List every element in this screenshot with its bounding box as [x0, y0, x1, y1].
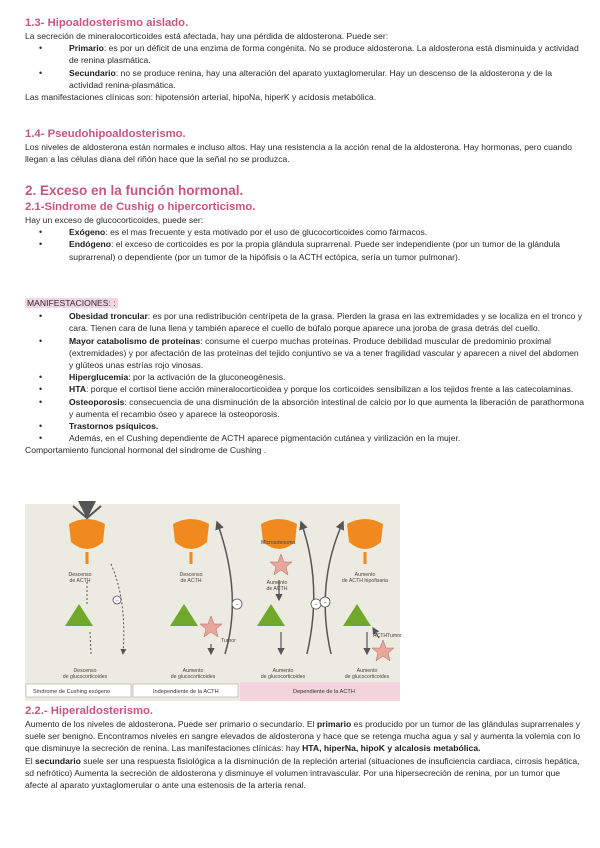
manifestaciones-label: MANIFESTACIONES: : — [27, 298, 116, 308]
panel-ectopico — [320, 519, 402, 680]
manifestaciones-section — [25, 297, 585, 457]
panel-independiente — [170, 519, 242, 680]
section-2-2-p1: Aumento de los niveles de aldosterona. Puede ser primario o secundario. El primario es producido por un tumor de las glándulas suprarrenales y suele ser benigno. Encontramos niveles en sangre elevados de aldosterona y hace que se retenga mucha agua y sal y aumenta la volemia con lo que disminuye la secreción de renina. Las manifestaciones clínicas: hay HTA, hiperNa, hipoK y alcalosis metabólica. — [25, 719, 581, 754]
svg-text:Aumento: Aumento — [354, 572, 376, 578]
section-1-3-title: 1.3- Hipoaldosterismo aislado. — [25, 17, 189, 29]
list-item: • Exógeno: es el mas frecuente y esta motivado por el uso de glucocorticoides como fármacos. — [25, 226, 585, 238]
svg-text:Tumor: Tumor — [387, 633, 402, 639]
svg-text:Descenso: Descenso — [73, 668, 97, 674]
list-item: • Mayor catabolismo de proteínas: consume el cuerpo muchas proteínas. Produce debilidad muscular de predominio proximal (extremidades) y por afectación de las proteínas del tejido conjuntivo se va a tener fragilidad vascular y aparecen a nivel del abdomen y glúteos unas estrías rojo vinosas. — [25, 335, 585, 372]
svg-text:de glucocorticoides: de glucocorticoides — [170, 674, 216, 680]
svg-text:Aumento: Aumento — [182, 668, 204, 674]
list-item: • Secundario: no se produce renina, hay una alteración del aparato yuxtaglomerular. Hay un descenso de la aldosterona y de la actividad renina-plasmática. — [25, 67, 585, 91]
section-2-1-list — [25, 226, 585, 263]
panel-exogeno — [63, 504, 131, 680]
svg-text:Independiente de la ACTH: Independiente de la ACTH — [153, 689, 219, 695]
svg-text:ACTH: ACTH — [373, 633, 388, 639]
section-2 — [25, 183, 585, 263]
adrenal-shape — [65, 604, 93, 626]
svg-text:Aumento: Aumento — [272, 668, 294, 674]
manifestaciones-list — [25, 310, 585, 444]
svg-text:−: − — [314, 602, 318, 608]
list-item: • HTA: porque el cortisol tiene acción mineralocorticoidea y porque los corticoides sensibilizan a los tejidos frente a las catecolaminas. — [25, 383, 585, 395]
svg-text:de ACTH hipofisaria: de ACTH hipofisaria — [341, 578, 389, 584]
pituitary-shape — [69, 519, 105, 549]
tumor-star — [200, 616, 222, 637]
svg-text:−: − — [115, 598, 119, 604]
section-1-4-text: Los niveles de aldosterona están normales e incluso altos. Hay una resistencia a la acción renal de la aldosterona. Hay hormonas, pero cuando llegan a las células diana del riñón hace que la señal no se produzca. — [25, 142, 572, 165]
svg-text:de glucocorticoides: de glucocorticoides — [62, 674, 108, 680]
section-1-3 — [25, 16, 585, 103]
section-2-1-title: 2.1-Síndrome de Cushig o hipercorticismo. — [25, 201, 256, 213]
section-1-4 — [25, 127, 585, 165]
list-item: • Endógeno: el exceso de corticoides es por la propia glándula suprarrenal. Puede ser independiente (por un tumor de la glándula suprarrenal) o dependiente (por un tumor de la hipófisis o la ACTH ectópica, sería un tumor pulmonar). — [25, 238, 585, 262]
section-2-2-title: 2.2.- Hiperaldosterismo. — [25, 705, 154, 717]
svg-text:de glucocorticoides: de glucocorticoides — [260, 674, 306, 680]
section-1-3-intro: La secreción de mineralocorticoides está afectada, hay una pérdida de aldosterona. Puede ser: — [25, 31, 389, 41]
svg-text:−: − — [323, 600, 327, 606]
svg-text:Aumento: Aumento — [356, 668, 378, 674]
svg-text:Descenso: Descenso — [68, 572, 92, 578]
section-2-2 — [25, 704, 585, 791]
svg-text:de ACTH: de ACTH — [266, 586, 288, 592]
svg-text:de glucocorticoides: de glucocorticoides — [344, 674, 390, 680]
svg-text:de ACTH: de ACTH — [69, 578, 91, 584]
svg-text:−: − — [235, 602, 239, 608]
svg-text:Descenso: Descenso — [179, 572, 203, 578]
list-item: • Osteoporosis: consecuencia de una disminución de la absorción intestinal de calcio por lo que aumenta la liberación de parathormona y aumenta el recambio óseo y aparece la osteoporosis. — [25, 396, 585, 420]
svg-text:Síndrome de Cushing exógeno: Síndrome de Cushing exógeno — [33, 689, 111, 695]
svg-text:Dependiente de la ACTH: Dependiente de la ACTH — [293, 689, 355, 695]
section-1-4-title: 1.4- Pseudohipoaldosterismo. — [25, 128, 186, 140]
section-2-1-intro: Hay un exceso de glucocorticoides, puede ser: — [25, 215, 204, 225]
section-1-3-outro: Las manifestaciones clínicas son: hipotensión arterial, hipoNa, hiperK y acidosis metabólica. — [25, 92, 377, 103]
list-item: • Obesidad troncular: es por una redistribución centrípeta de la grasa. Pierden la grasa en las extremidades y se localiza en el tronco y cara. Tienen cara de luna llena y también aparece el cuello de búfalo porque aparece una joroba de grasa detrás del cuello. — [25, 310, 585, 334]
list-item: • Hiperglucemia: por la activación de la gluconeogénesis. — [25, 371, 585, 383]
section-2-2-p2: El secundario suele ser una respuesta fisiológica a la disminución de la repleción arterial (situaciones de insuficiencia cardiaca, cirrosis hepática, sd nefrótico) Aumenta la secreción de aldosterona y disminuye el volumen intravascular. Por una hipersecreción de renina, por un tumor que afecte al aparato yuxtaglomerular o ante una estenosis de la arteria renal. — [25, 755, 580, 791]
figure-caption: Comportamiento funcional hormonal del síndrome de Cushing . — [25, 445, 267, 456]
svg-text:Aumento: Aumento — [266, 580, 288, 586]
section-2-title: 2. Exceso en la función hormonal. — [25, 183, 244, 198]
panel-microadenoma — [257, 519, 321, 680]
cushing-diagram — [25, 504, 400, 701]
svg-text:de ACTH: de ACTH — [180, 578, 202, 584]
svg-text:Tumor: Tumor — [221, 638, 236, 644]
list-item: • Trastornos psíquicos. — [25, 420, 585, 432]
svg-text:Microadenoma: Microadenoma — [261, 540, 296, 546]
list-item: • Además, en el Cushing dependiente de ACTH aparece pigmentación cutánea y virilización en la mujer. — [25, 432, 585, 444]
section-1-3-list — [25, 42, 585, 91]
list-item: • Primario: es por un déficit de una enzima de forma congénita. No se produce aldosterona. La aldosterona está disminuida y actividad de renina plasmática. — [25, 42, 585, 66]
